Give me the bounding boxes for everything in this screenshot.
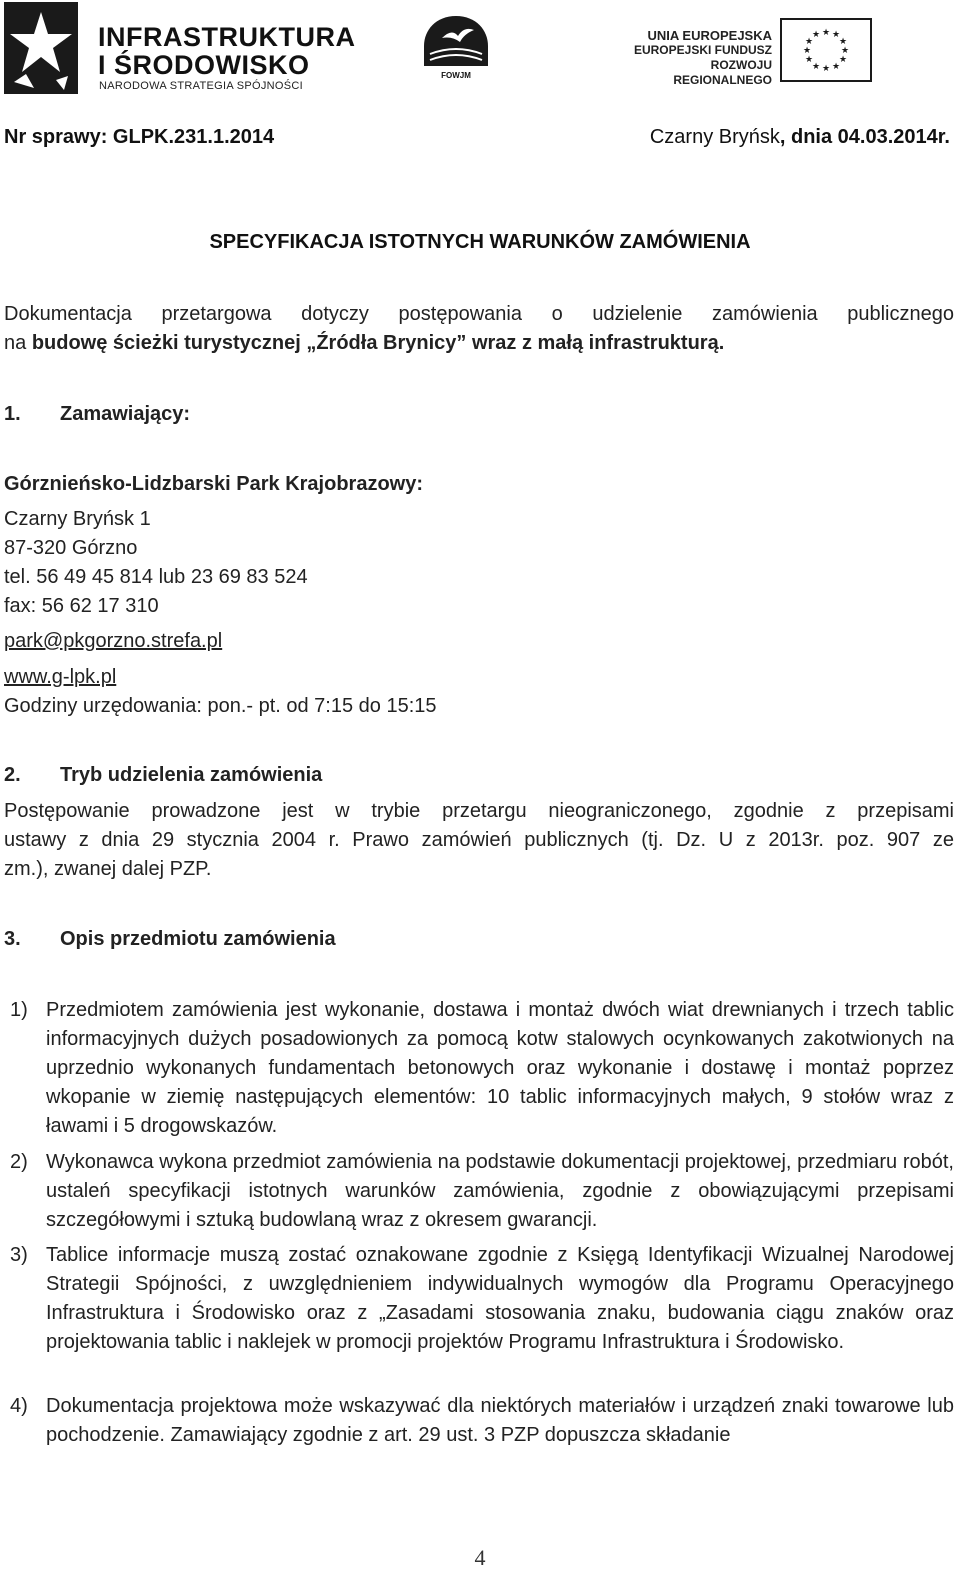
svg-text:★: ★ bbox=[821, 64, 831, 74]
svg-text:★: ★ bbox=[804, 37, 814, 47]
section-1-number: 1. bbox=[4, 403, 21, 425]
section-2-heading bbox=[4, 764, 322, 787]
section-3-title: Opis przedmiotu zamówienia bbox=[60, 928, 336, 950]
infrastruktura-srodowisko-logo bbox=[4, 2, 356, 94]
item-text: Przedmiotem zamówienia jest wykonanie, dostawa i montaż dwóch wiat drewnianych i trzech tablic informacyjnych dużych posadowionych za pomocą kotw stalowych ocynkowanych zakotwionych na uprzednio wykonanych fundamentach betonowych oraz wykonanie i dostawę i montaż poprzez wkopanie w ziemię następujących elementów: 10 tablic informacyjnych małych, 9 stołów wraz z ławami i 5 drogowskazów. bbox=[46, 999, 954, 1137]
svg-text:★: ★ bbox=[838, 55, 848, 65]
website-link[interactable]: www.g-lpk.pl bbox=[4, 666, 117, 688]
fowjm-logo bbox=[422, 14, 494, 84]
list-item bbox=[10, 1392, 954, 1450]
bird-emblem-icon bbox=[422, 14, 490, 72]
svg-text:★: ★ bbox=[831, 30, 841, 40]
svg-text:★: ★ bbox=[811, 62, 821, 72]
logo-line-3: NARODOWA STRATEGIA SPÓJNOŚCI bbox=[99, 80, 303, 92]
svg-text:★: ★ bbox=[831, 62, 841, 72]
svg-text:★: ★ bbox=[840, 46, 850, 56]
date: , dnia 04.03.2014r. bbox=[779, 126, 950, 148]
page-number: 4 bbox=[474, 1545, 486, 1570]
section-2-number: 2. bbox=[4, 764, 21, 786]
place: Czarny Bryńsk bbox=[649, 126, 780, 148]
org-name: Górznieńsko-Lidzbarski Park Krajobrazowy: bbox=[4, 473, 423, 495]
item-text: Tablice informacje muszą zostać oznakowane zgodnie z Księgą Identyfikacji Wizualnej Narodowej Strategii Spójności, z uwzględnieniem indywidualnych wymogów dla Programu Operacyjnego Infrastruktura i Środowisko oraz z „Zasadami stosowania znaku, budowania ciągu znaków oraz projektowania tablic i naklejek w promocji projektów Programu Infrastruktura i Środowisko. bbox=[46, 1244, 954, 1353]
email-link[interactable]: park@pkgorzno.strefa.pl bbox=[4, 630, 223, 652]
item-number: 3) bbox=[10, 1244, 28, 1266]
intro-subject: budowę ścieżki turystycznej „Źródła Brynicy” wraz z małą infrastrukturą. bbox=[31, 332, 725, 354]
eu-line-2: EUROPEJSKI FUNDUSZ bbox=[633, 43, 772, 57]
item-number: 4) bbox=[10, 1395, 28, 1417]
address-line-1: Czarny Bryńsk 1 bbox=[4, 508, 151, 530]
item-number: 2) bbox=[10, 1151, 28, 1173]
svg-text:★: ★ bbox=[802, 46, 812, 56]
section-3-heading bbox=[4, 928, 336, 951]
intro-line-2 bbox=[4, 329, 724, 358]
fax: fax: 56 62 17 310 bbox=[4, 595, 159, 617]
list-item bbox=[10, 1148, 954, 1235]
logo-line-2: I ŚRODOWISKO bbox=[98, 50, 310, 80]
svg-text:★: ★ bbox=[804, 55, 814, 65]
document-title: SPECYFIKACJA ISTOTNYCH WARUNKÓW ZAMÓWIENIA bbox=[209, 231, 751, 253]
section-2-title: Tryb udzielenia zamówienia bbox=[60, 764, 323, 786]
office-hours: Godziny urzędowania: pon.- pt. od 7:15 do 15:15 bbox=[4, 695, 437, 717]
list-item bbox=[10, 1241, 954, 1357]
intro-line-1: Dokumentacja przetargowa dotyczy postępowania o udzielenie zamówienia publicznego bbox=[4, 303, 954, 325]
item-text: Dokumentacja projektowa może wskazywać dla niektórych materiałów i urządzeń znaki towarowe lub pochodzenie. Zamawiający zgodnie z art. 29 ust. 3 PZP dopuszcza składanie bbox=[46, 1395, 954, 1446]
svg-text:★: ★ bbox=[838, 37, 848, 47]
fowjm-label: FOWJM bbox=[441, 71, 471, 80]
phone: tel. 56 49 45 814 lub 23 69 83 524 bbox=[4, 566, 308, 588]
item-text: Wykonawca wykona przedmiot zamówienia na podstawie dokumentacji projektowej, przedmiaru robót, ustaleń specyfikacji istotnych warunków zamówienia, zgodnie z obowiązującymi przepisami szczegółowymi i sztuką budowlaną wraz z okresem gwarancji. bbox=[46, 1151, 954, 1231]
place-date bbox=[650, 126, 950, 149]
section-3-number: 3. bbox=[4, 928, 21, 950]
intro-prefix: na bbox=[4, 332, 32, 354]
section-2-line-2: ustawy z dnia 29 stycznia 2004 r. Prawo zamówień publicznych (tj. Dz. U z 2013r. poz. 907 ze bbox=[4, 829, 954, 851]
svg-text:★: ★ bbox=[821, 28, 831, 38]
svg-text:★: ★ bbox=[811, 30, 821, 40]
item-number: 1) bbox=[10, 999, 28, 1021]
eu-flag-icon bbox=[780, 18, 872, 82]
section-1-heading bbox=[4, 403, 190, 426]
logo-line-1: INFRASTRUKTURA bbox=[98, 22, 356, 52]
eu-line-3: ROZWOJU REGIONALNEGO bbox=[673, 58, 772, 87]
section-2-line-3: zm.), zwanej dalej PZP. bbox=[4, 858, 212, 880]
section-2-line-1: Postępowanie prowadzone jest w trybie przetargu nieograniczonego, zgodnie z przepisami bbox=[4, 800, 954, 822]
eu-logo-text bbox=[616, 28, 772, 88]
eu-line-1: UNIA EUROPEJSKA bbox=[647, 28, 772, 43]
star-logo-icon bbox=[4, 2, 78, 94]
case-number: Nr sprawy: GLPK.231.1.2014 bbox=[4, 126, 275, 148]
list-item bbox=[10, 996, 954, 1141]
section-1-title: Zamawiający: bbox=[60, 403, 191, 425]
address-line-2: 87-320 Górzno bbox=[4, 537, 138, 559]
